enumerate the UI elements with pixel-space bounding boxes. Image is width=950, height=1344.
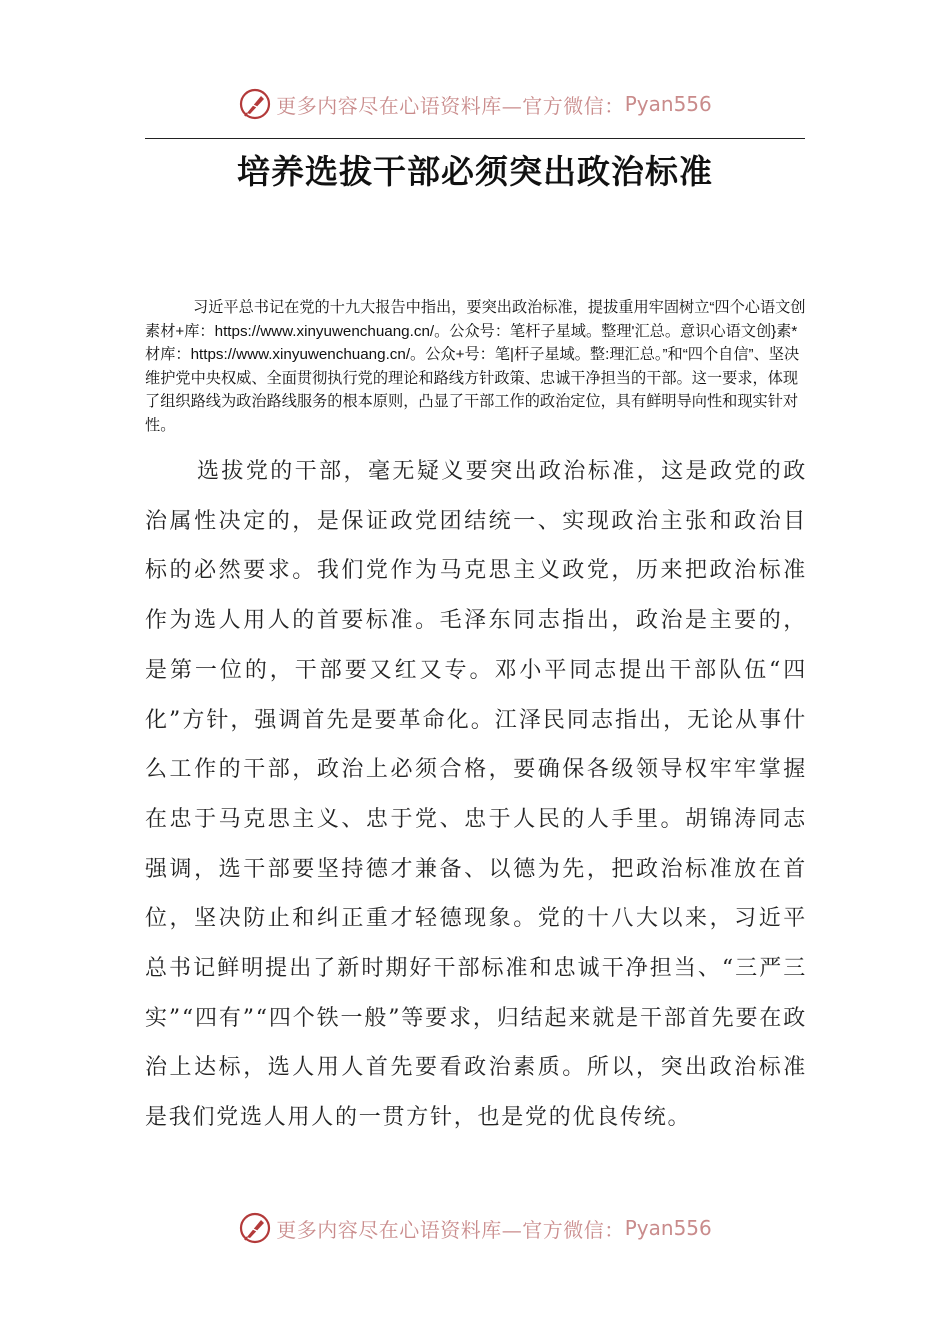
header-divider: [145, 138, 805, 139]
body-paragraph: 选拔党的干部，毫无疑义要突出政治标准，这是政党的政治属性决定的，是保证政党团结统一、实现政治主张和政治目标的必然要求。我们党作为马克思主义政党，历来把政治标准作为选人用人的首要标准。毛泽东同志指出，政治是主要的，是第一位的，干部要又红又专。邓小平同志提出干部队伍“四化”方针，强调首先是要革命化。江泽民同志指出，无论从事什么工作的干部，政治上必须合格，要确保各级领导权牢牢掌握在忠于马克思主义、忠于党、忠于人民的人手里。胡锦涛同志强调，选干部要坚持德才兼备、以德为先，把政治标准放在首位，坚决防止和纠正重才轻德现象。党的十八大以来，习近平总书记鲜明提出了新时期好干部标准和忠诚干净担当、“三严三实”“四有”“四个铁一般”等要求，归结起来就是干部首先要在政治上达标，选人用人首先要看政治素质。所以，突出政治标准是我们党选人用人的一贯方针，也是党的优良传统。: [145, 459, 807, 1131]
banner-text: 更多内容尽在心语资料库—官方微信：: [276, 93, 625, 118]
header-banner: [0, 82, 950, 126]
quill-pen-logo-icon: [238, 87, 272, 121]
page-title: 培养选拔干部必须突出政治标准: [237, 152, 713, 191]
quill-pen-logo-icon: [238, 1211, 272, 1245]
banner-wechat-id: Pyan556: [624, 92, 712, 116]
footer-banner-wechat-id: Pyan556: [624, 1216, 712, 1240]
abstract-paragraph: 习近平总书记在党的十九大报告中指出，要突出政治标准，提拔重用牢固树立“四个心语文创素材+库：https://www.xinyuwenchuang.cn/。公众号：笔杆子星域。整理'汇总。意识心语文创}素*材库：https://www.xinyuwenchuang.cn/。公众+号：笔|杆子星域。整:理汇总。”和“四个自信”、坚决维护党中央权威、全面贯彻执行党的理论和路线方针政策、忠诚干净担当的干部。这一要求，体现了组织路线为政治路线服务的根本原则，凸显了干部工作的政治定位，具有鲜明导向性和现实针对性。: [145, 299, 806, 434]
footer-banner-text: 更多内容尽在心语资料库—官方微信：: [276, 1217, 625, 1242]
footer-banner: [0, 1206, 950, 1250]
